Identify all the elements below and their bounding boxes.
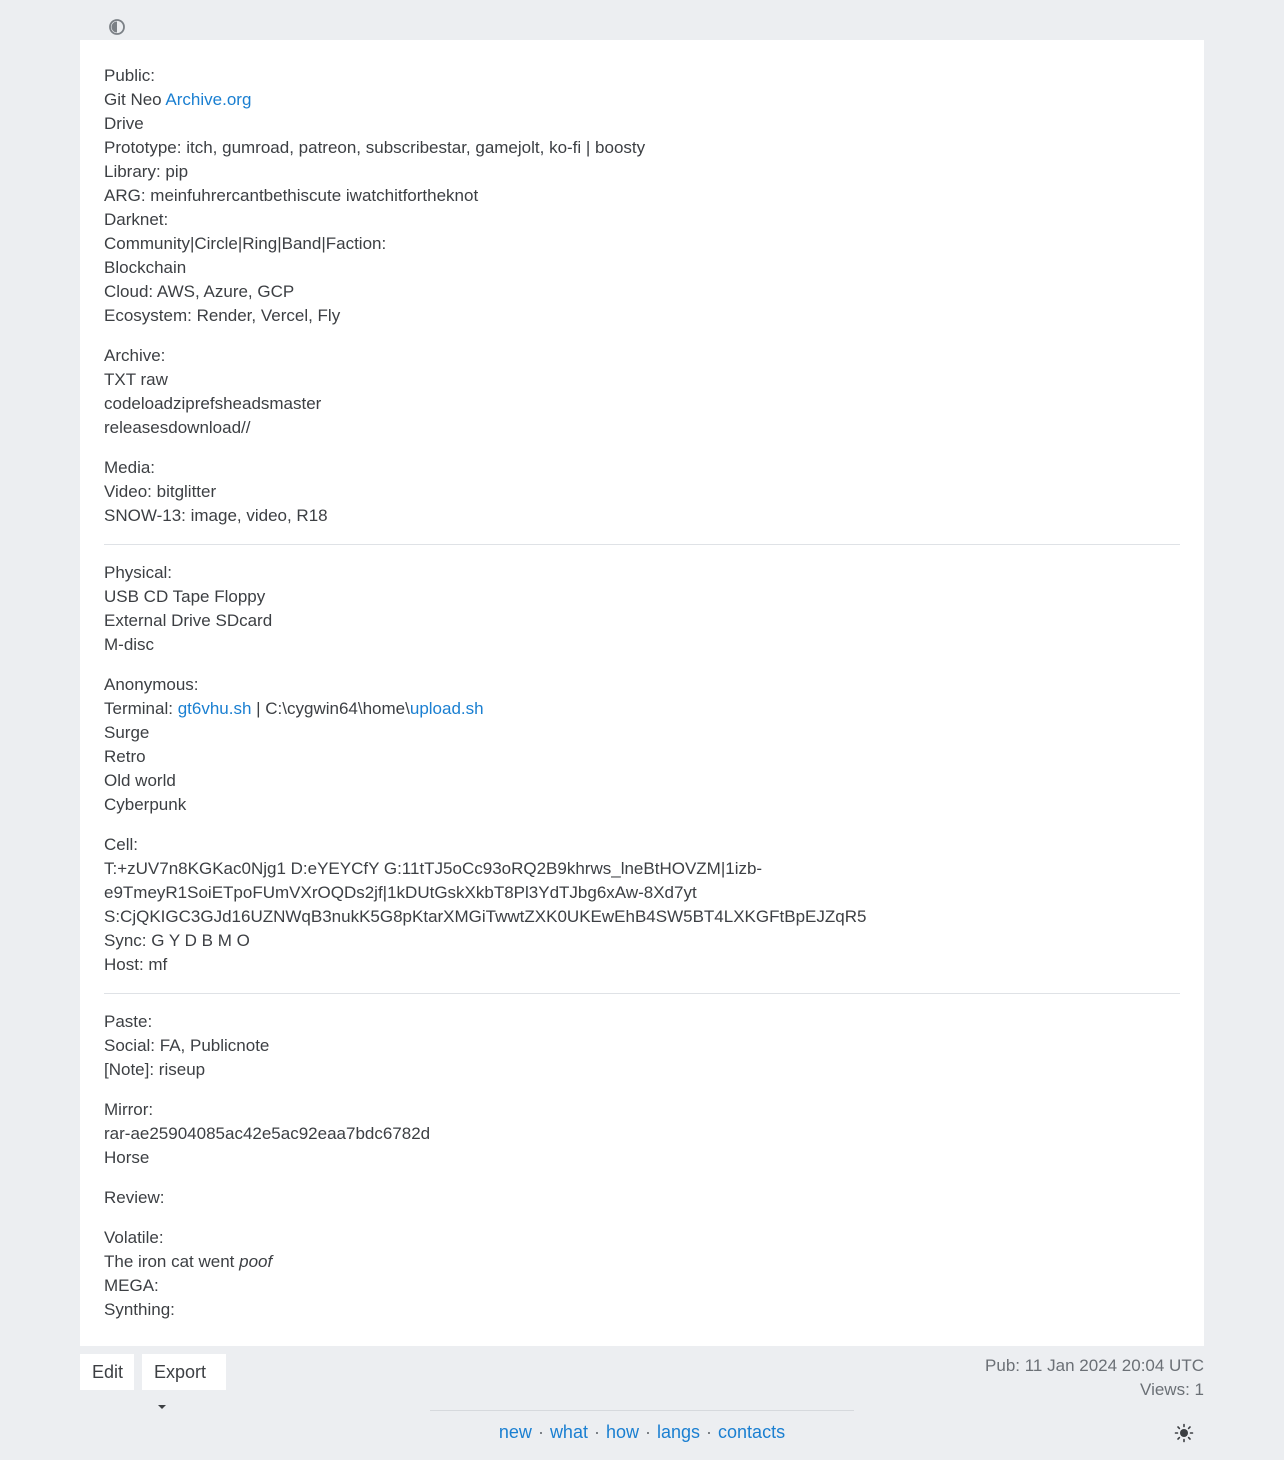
section-cell: [104, 833, 1180, 977]
section-review: [104, 1186, 1180, 1210]
text-line: ARG: meinfuhrercantbethiscute iwatchitfortheknot: [104, 186, 479, 205]
text-line: Library: pip: [104, 162, 189, 181]
text-line: MEGA:: [104, 1276, 159, 1295]
section-volatile: [104, 1226, 1180, 1322]
text-line: Retro: [104, 747, 146, 766]
text-line: TXT raw: [104, 370, 168, 389]
text-line: Surge: [104, 723, 150, 742]
text-line: Video: bitglitter: [104, 482, 217, 501]
section-title: Volatile:: [104, 1228, 164, 1247]
export-button-label: Export: [154, 1362, 207, 1382]
text-line: S:CjQKIGC3GJd16UZNWqB3nukK5G8pKtarXMGiTwwtZXK0UKEwEhB4SW5BT4LXKGFtBpEJZqR5: [104, 907, 867, 926]
edit-button-label: Edit: [92, 1362, 124, 1382]
section-anonymous: [104, 673, 1180, 817]
text-line: Community|Circle|Ring|Band|Faction:: [104, 234, 387, 253]
iron-cat-text: The iron cat went: [104, 1252, 240, 1271]
paste-content-card: [80, 40, 1204, 1346]
text-line: rar-ae25904085ac42e5ac92eaa7bdc6782d: [104, 1124, 431, 1143]
text-line: Drive: [104, 114, 144, 133]
divider: [104, 544, 1180, 545]
text-line: Prototype: itch, gumroad, patreon, subscribestar, gamejolt, ko-fi | boosty: [104, 138, 646, 157]
edit-button[interactable]: [80, 1354, 134, 1390]
text-line: Synthing:: [104, 1300, 175, 1319]
section-title: Paste:: [104, 1012, 153, 1031]
text-line: Host: mf: [104, 955, 168, 974]
text-line: Old world: [104, 771, 176, 790]
text-line: T:+zUV7n8KGKac0Njg1 D:eYEYCfY G:11tTJ5oCc93oRQ2B9khrws_lneBtHOVZM|1izb-: [104, 859, 763, 878]
contrast-icon[interactable]: [108, 18, 126, 36]
text-line: SNOW-13: image, video, R18: [104, 506, 328, 525]
footer-link-contacts[interactable]: contacts: [718, 1422, 786, 1442]
top-bar: [0, 0, 1284, 40]
footer-separator: ·: [593, 1422, 600, 1442]
section-mirror: [104, 1098, 1180, 1170]
footer-link-langs[interactable]: langs: [657, 1422, 701, 1442]
section-public: [104, 64, 1180, 328]
section-title: Physical:: [104, 563, 173, 582]
section-media: [104, 456, 1180, 528]
text-line: M-disc: [104, 635, 155, 654]
caret-down-icon: [158, 1405, 166, 1409]
text-line: e9TmeyR1SoiETpoFUmVXrOQDs2jf|1kDUtGskXkbT8Pl3YdTJbg6xAw-8Xd7yt: [104, 883, 697, 902]
text-line: USB CD Tape Floppy: [104, 587, 266, 606]
footer-link-what[interactable]: what: [549, 1422, 588, 1442]
archive-org-link[interactable]: Archive.org: [165, 90, 252, 109]
section-title: Review:: [104, 1188, 165, 1207]
footer-link-how[interactable]: how: [605, 1422, 639, 1442]
section-archive: [104, 344, 1180, 440]
export-dropdown-button[interactable]: [142, 1354, 226, 1390]
text-line: releasesdownload//: [104, 418, 251, 437]
git-line: [104, 88, 1180, 112]
paste-content: [80, 40, 1204, 1322]
section-title: Anonymous:: [104, 675, 199, 694]
terminal-label: Terminal:: [104, 699, 178, 718]
divider: [104, 993, 1180, 994]
text-line: Darknet:: [104, 210, 169, 229]
text-line: [Note]: riseup: [104, 1060, 206, 1079]
footer-separator: ·: [537, 1422, 544, 1442]
footer-divider: [430, 1410, 854, 1411]
sun-icon[interactable]: [1174, 1423, 1194, 1443]
text-line: Ecosystem: Render, Vercel, Fly: [104, 306, 341, 325]
section-paste: [104, 1010, 1180, 1082]
terminal-line: [104, 697, 1180, 721]
text-line: Sync: G Y D B M O: [104, 931, 250, 950]
git-label: Git Neo: [104, 90, 166, 109]
text-line: Horse: [104, 1148, 150, 1167]
footer-link-new[interactable]: new: [498, 1422, 532, 1442]
section-title: Public:: [104, 66, 156, 85]
terminal-path: | C:\cygwin64\home\: [251, 699, 410, 718]
text-line: Social: FA, Publicnote: [104, 1036, 270, 1055]
section-title: Archive:: [104, 346, 166, 365]
section-title: Mirror:: [104, 1100, 154, 1119]
upload-sh-link[interactable]: upload.sh: [409, 699, 484, 718]
footer-separator: ·: [645, 1422, 651, 1442]
footer-separator: ·: [706, 1422, 713, 1442]
text-line: Cyberpunk: [104, 795, 187, 814]
text-line: Blockchain: [104, 258, 187, 277]
view-count: Views: 1: [1140, 1380, 1204, 1399]
footer-nav: [0, 1419, 1284, 1445]
text-line: codeloadziprefsheadsmaster: [104, 394, 322, 413]
section-title: Cell:: [104, 835, 139, 854]
iron-cat-line: [104, 1250, 1180, 1274]
iron-cat-emphasis: poof: [239, 1252, 273, 1271]
section-physical: [104, 561, 1180, 657]
gt6vhu-link[interactable]: gt6vhu.sh: [177, 699, 252, 718]
paste-meta: [985, 1354, 1204, 1402]
text-line: Cloud: AWS, Azure, GCP: [104, 282, 295, 301]
pub-date: Pub: 11 Jan 2024 20:04 UTC: [985, 1356, 1204, 1375]
text-line: External Drive SDcard: [104, 611, 273, 630]
section-title: Media:: [104, 458, 156, 477]
